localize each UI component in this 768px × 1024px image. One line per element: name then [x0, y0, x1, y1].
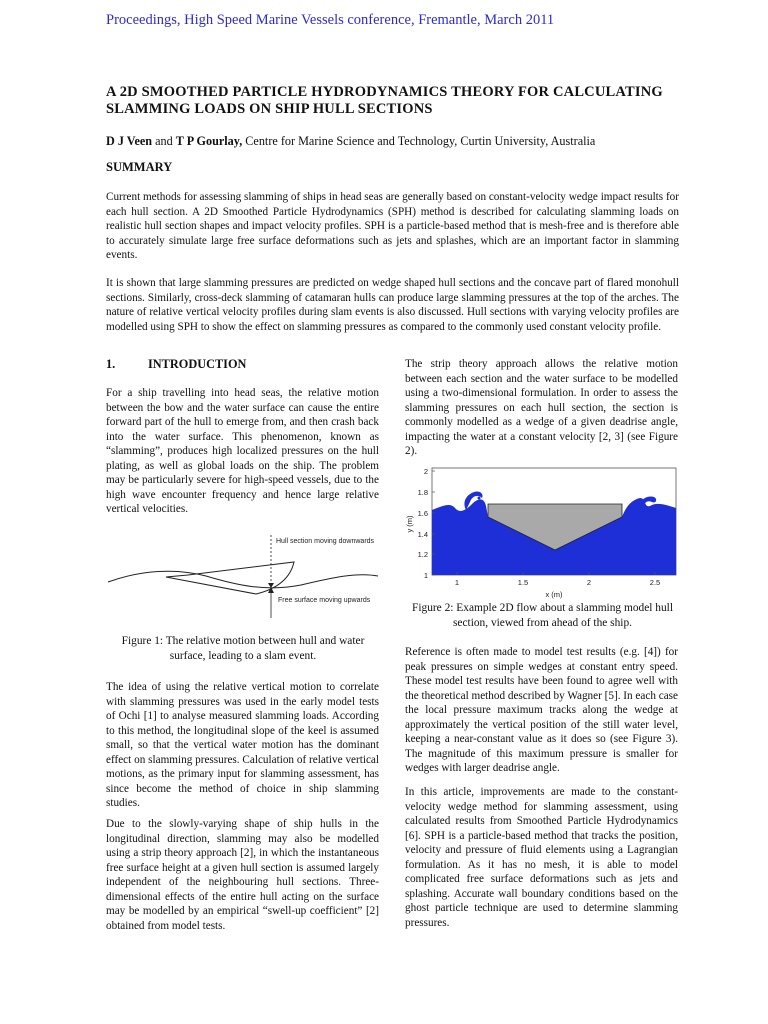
summary-paragraph-2: It is shown that large slamming pressures are predicted on wedge shaped hull sections and the concave part of flared monohull sections. Similarly, cross-deck slamming of catamaran hulls can produce large slamming pressures at the top of the arches. The nature of relative vertical velocity profiles during slam events is also discussed. Hull sections with varying velocity profiles are modelled using SPH to show the effect on slamming pressures as compared to the commonly used constant velocity profile.	[106, 277, 679, 333]
x-tick-label: 1.5	[517, 578, 529, 587]
x-tick-label: 2.5	[649, 578, 661, 587]
surface-motion-label: Free surface moving upwards	[278, 597, 371, 604]
y-tick-label: 1.2	[417, 550, 428, 559]
x-tick-label: 2	[586, 578, 592, 587]
y-tick-label: 1.4	[417, 530, 428, 539]
x-axis-label: x (m)	[545, 590, 563, 599]
free-surface-wave	[108, 571, 378, 588]
section-number: 1.	[106, 357, 116, 371]
y-tick-label: 1.8	[417, 488, 428, 497]
author-line	[106, 134, 686, 149]
y-tick-label: 1.6	[417, 509, 428, 518]
model-tests-paragraph: Reference is often made to model test results (e.g. [4]) for peak pressures on simple wedges at constant entry speed. These model test results have been found to agree well with the theoretical method described by Wagner [5]. In each case the local pressure maximum tracks along the wedge at approximately the vertical position of the still water level, keeping a near-constant value as it does so (see Figure 3). The magnitude of this maximum pressure is smaller for wedges with larger deadrise angle.	[405, 646, 678, 774]
y-axis-label: y (m)	[405, 515, 414, 533]
intro-paragraph-3: Due to the slowly-varying shape of ship hulls in the longitudinal direction, slamming may also be modelled using a strip theory approach [2], in which the instantaneous free surface height at a given hull section is assumed largely independent of the neighbouring hull sections. Three-dimensional effects of the entire hull acting on the surface may be modelled by an empirical “swell-up coefficient” [2] obtained from model tests.	[106, 818, 379, 932]
conference-header: Proceedings, High Speed Marine Vessels conference, Fremantle, March 2011	[106, 12, 555, 28]
summary-paragraph-1: Current methods for assessing slamming of ships in head seas are generally based on constant-velocity wedge impact results for each hull section. A 2D Smoothed Particle Hydrodynamics (SPH) method is described for calculating slamming loads on realistic hull section shapes and impact velocity profiles. SPH is a particle-based method that is mesh-free and is therefore able to accurately simulate large free surface deformations such as jets and splashes, which are an important factor in slamming events.	[106, 191, 679, 261]
figure-2-plot	[400, 462, 682, 602]
strip-theory-paragraph: The strip theory approach allows the relative motion between each section and the water surface to be modelled using a two-dimensional formulation. In order to assess the slamming pressures on each hull section, the section is commonly modelled as a wedge of a given deadrise angle, impacting the water at a constant velocity [2, 3] (see Figure 2).	[405, 358, 678, 457]
y-tick-label: 2	[423, 467, 428, 476]
section-heading-introduction: INTRODUCTION	[148, 357, 247, 371]
intro-paragraph-2: The idea of using the relative vertical motion to correlate with slamming pressures was used in the early model tests of Ochi [1] to analyse measured slamming loads. According to this method, the longitudinal slope of the keel is assumed small, so that the vertical water motion has the dominant effect on slamming pressures. Calculation of relative vertical motions, as the primary input for slamming assessment, has since become the method of choice in ship slamming studies.	[106, 681, 379, 809]
author-1: D J Veen	[106, 134, 153, 148]
author-2: T P Gourlay,	[175, 134, 243, 148]
affiliation: Centre for Marine Science and Technology, Curtin University, Australia	[242, 134, 596, 148]
sph-paragraph: In this article, improvements are made to the constant-velocity wedge method for slamming assessment, using calculated results from Smoothed Particle Hydrodynamics [6]. SPH is a particle-based method that tracks the position, velocity and pressure of fluid elements using a Lagrangian formulation. As it has no mesh, it is able to model complicated free surface deformations such as jets and splashing. Accurate wall boundary conditions based on the ghost particle technique are used to determine slamming pressures.	[405, 786, 678, 929]
hull-motion-label: Hull section moving downwards	[276, 538, 375, 545]
figure-1-diagram	[106, 530, 380, 620]
y-tick-label: 1	[423, 571, 428, 580]
figure-2-caption: Figure 2: Example 2D flow about a slamming model hull section, viewed from ahead of the ship.	[412, 602, 673, 629]
intro-paragraph-1: For a ship travelling into head seas, the relative motion between the bow and the water surface can cause the entire forward part of the hull to emerge from, and then crash back into the water surface. This phenomenon, known as “slamming”, produces high localized pressures on the hull plating, as well as global loads on the ship. The problem may be particularly severe for high-speed vessels, due to the high wave encounter frequency and hence large relative vertical velocities.	[106, 387, 379, 515]
figure-1-caption: Figure 1: The relative motion between hull and water surface, leading to a slam event.	[121, 635, 365, 662]
paper-title: A 2D SMOOTHED PARTICLE HYDRODYNAMICS THEORY FOR CALCULATING SLAMMING LOADS ON SHIP HULL SECTIONS	[106, 84, 663, 117]
author-conjunction: and	[152, 134, 176, 148]
summary-heading: SUMMARY	[106, 160, 173, 174]
hull-section-outline	[166, 562, 294, 594]
x-tick-label: 1	[454, 578, 460, 587]
